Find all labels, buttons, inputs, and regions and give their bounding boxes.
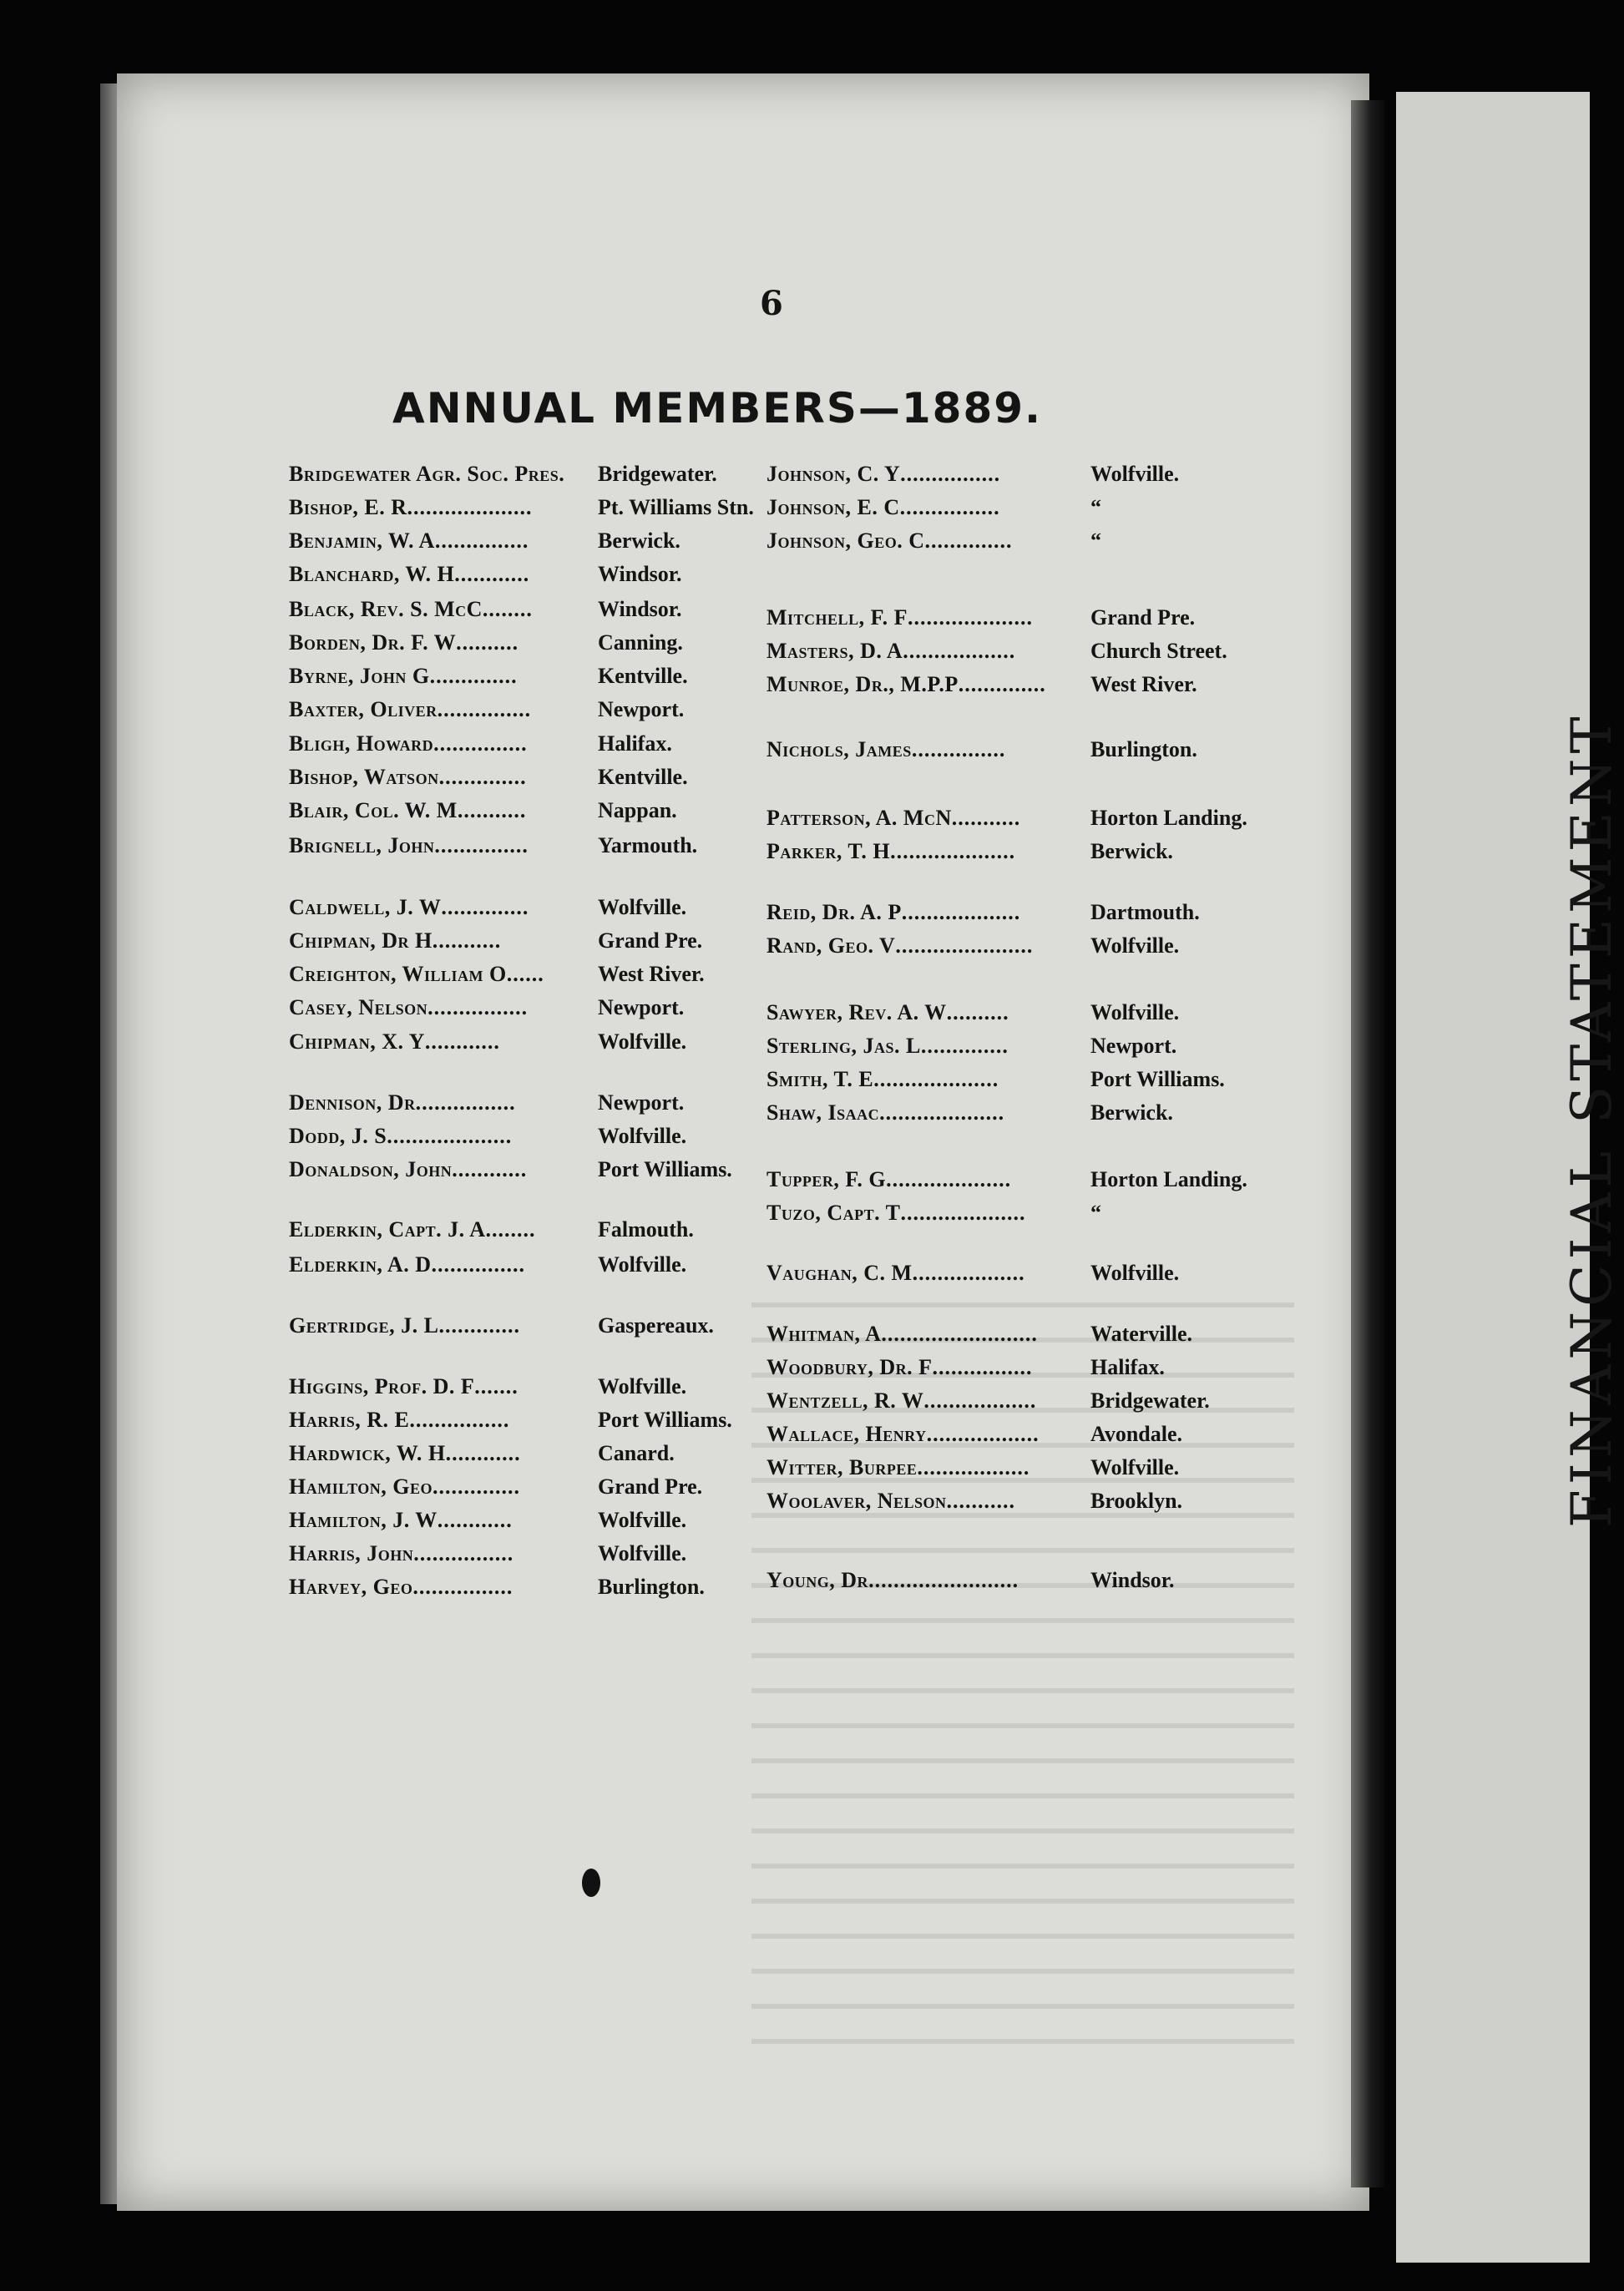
member-name: Rand, Geo. V — [766, 933, 896, 958]
page-number: 6 — [760, 284, 783, 323]
member-entry — [766, 1169, 1247, 1191]
leader-dots: ........... — [457, 798, 527, 822]
member-entry — [766, 902, 1200, 923]
member-entry — [766, 1570, 1174, 1591]
member-name: Nichols, James — [766, 737, 912, 761]
member-name: Blair, Col. W. M — [289, 798, 458, 822]
member-name: Reid, Dr. A. P — [766, 900, 902, 924]
member-name: Borden, Dr. F. W — [289, 630, 457, 655]
member-entry — [289, 463, 717, 485]
leader-dots: .............. — [924, 528, 1013, 553]
member-entry — [289, 1409, 732, 1431]
member-name: Tuzo, Capt. T — [766, 1201, 901, 1225]
member-name: Sterling, Jas. L — [766, 1034, 921, 1058]
member-place: Berwick. — [1090, 1100, 1173, 1125]
member-place: Kentville. — [598, 765, 688, 789]
member-name: Munroe, Dr., M.P.P — [766, 672, 959, 696]
leader-dots: ............... — [434, 528, 529, 553]
member-entry — [289, 897, 686, 918]
member-entry — [766, 841, 1173, 862]
member-entry — [766, 1390, 1210, 1412]
member-name: Chipman, Dr H — [289, 928, 433, 953]
member-entry — [289, 1543, 686, 1565]
leader-dots: ...................... — [895, 933, 1034, 958]
member-entry — [289, 766, 688, 788]
leader-dots: ...... — [506, 962, 544, 986]
member-place: Wolfville. — [1090, 462, 1180, 486]
member-entry — [766, 1002, 1179, 1024]
facing-page-title: FINANCIAL STATEMENT — [1560, 711, 1624, 1528]
leader-dots: ................ — [932, 1355, 1033, 1379]
member-name: Baxter, Oliver — [289, 697, 438, 721]
member-place: Wolfville. — [598, 1374, 687, 1398]
member-entry — [289, 1443, 675, 1464]
member-place: “ — [1090, 1201, 1101, 1225]
leader-dots: .................... — [907, 605, 1033, 630]
member-place: Port Williams. — [1090, 1067, 1225, 1091]
member-name: Dennison, Dr — [289, 1090, 416, 1115]
leader-dots: ............... — [431, 1252, 525, 1277]
member-place: Bridgewater. — [1090, 1388, 1210, 1413]
member-entry — [289, 1476, 702, 1498]
leader-dots: ................ — [899, 495, 1000, 519]
member-entry — [766, 607, 1195, 629]
member-entry — [766, 935, 1179, 957]
member-entry — [766, 1323, 1192, 1345]
member-name: Woolaver, Nelson — [766, 1489, 947, 1513]
leader-dots: ............... — [911, 737, 1006, 761]
member-place: Bridgewater. — [598, 462, 717, 486]
leader-dots: ............ — [454, 562, 530, 586]
leader-dots: .................... — [407, 495, 533, 519]
member-place: Canard. — [598, 1441, 675, 1465]
leader-dots: .................. — [926, 1422, 1040, 1446]
member-entry — [289, 1576, 705, 1598]
member-entry — [766, 1357, 1165, 1378]
member-place: Nappan. — [598, 798, 677, 822]
leader-dots: ........... — [946, 1489, 1015, 1513]
member-entry — [289, 1510, 686, 1531]
member-entry — [289, 997, 684, 1019]
leader-dots: .................. — [923, 1388, 1037, 1413]
member-name: Blanchard, W. H — [289, 562, 455, 586]
member-place: Newport. — [1090, 1034, 1177, 1058]
member-place: Wolfville. — [598, 1508, 687, 1532]
member-name: Black, Rev. S. McC — [289, 597, 483, 621]
member-name: Sawyer, Rev. A. W — [766, 1000, 947, 1024]
member-entry — [289, 1159, 732, 1181]
member-place: Berwick. — [1090, 839, 1173, 863]
member-place: Halifax. — [1090, 1355, 1165, 1379]
member-entry — [766, 1069, 1225, 1090]
page-heading: ANNUAL MEMBERS—1889. — [392, 384, 1043, 432]
member-name: Harris, R. E — [289, 1408, 410, 1432]
member-place: Burlington. — [598, 1575, 705, 1599]
leader-dots: ........ — [485, 1217, 536, 1242]
leader-dots: .......... — [946, 1000, 1009, 1024]
ink-blot — [582, 1869, 600, 1897]
member-entry — [289, 835, 697, 857]
member-name: Hardwick, W. H — [289, 1441, 446, 1465]
leader-dots: .................... — [886, 1167, 1012, 1191]
leader-dots: ........ — [482, 597, 533, 621]
member-place: Brooklyn. — [1090, 1489, 1183, 1513]
member-name: Wentzell, R. W — [766, 1388, 924, 1413]
member-name: Gertridge, J. L — [289, 1313, 439, 1338]
member-place: Wolfville. — [1090, 1261, 1180, 1285]
member-name: Masters, D. A — [766, 639, 903, 663]
member-place: Halifax. — [598, 731, 672, 756]
member-entry — [289, 733, 672, 755]
member-place: Dartmouth. — [1090, 900, 1200, 924]
member-place: Grand Pre. — [1090, 605, 1196, 630]
member-entry — [289, 800, 677, 822]
member-place: Yarmouth. — [598, 833, 698, 857]
member-place: Windsor. — [598, 562, 682, 586]
leader-dots: ....... — [474, 1374, 519, 1398]
leader-dots: .............. — [958, 672, 1046, 696]
member-name: Hamilton, J. W — [289, 1508, 438, 1532]
member-entry — [289, 1315, 714, 1337]
member-name: Johnson, C. Y — [766, 462, 901, 486]
member-place: Port Williams. — [598, 1408, 732, 1432]
member-name: Harris, John — [289, 1541, 414, 1565]
member-entry — [766, 1202, 1101, 1224]
leader-dots: ................ — [900, 462, 1001, 486]
member-place: Gaspereaux. — [598, 1313, 714, 1338]
leader-dots: .......... — [456, 630, 519, 655]
member-name: Tupper, F. G — [766, 1167, 887, 1191]
member-entry — [766, 497, 1101, 518]
leader-dots: ................ — [413, 1541, 514, 1565]
member-name: Donaldson, John — [289, 1157, 453, 1181]
leader-dots: .............. — [441, 895, 529, 919]
member-name: Bishop, E. R — [289, 495, 407, 519]
leader-dots: ................... — [901, 900, 1021, 924]
member-place: Kentville. — [598, 664, 688, 688]
member-place: Wolfville. — [598, 1029, 687, 1054]
member-name: Mitchell, F. F — [766, 605, 908, 630]
leader-dots: ............... — [433, 731, 528, 756]
leader-dots: .............. — [429, 664, 518, 688]
member-place: Avondale. — [1090, 1422, 1183, 1446]
member-place: Grand Pre. — [598, 928, 703, 953]
leader-dots: .................. — [903, 639, 1016, 663]
leader-dots: ............. — [438, 1313, 520, 1338]
leader-dots: ........... — [951, 806, 1021, 830]
leader-dots: ................ — [415, 1090, 516, 1115]
leader-dots: .............. — [438, 765, 527, 789]
leader-dots: ........... — [432, 928, 502, 953]
member-entry — [289, 1031, 686, 1053]
member-place: Horton Landing. — [1090, 1167, 1247, 1191]
member-name: Byrne, John G — [289, 664, 430, 688]
member-name: Dodd, J. S — [289, 1124, 387, 1148]
member-place: Newport. — [598, 697, 685, 721]
member-place: Wolfville. — [598, 895, 687, 919]
member-entry — [766, 640, 1227, 662]
member-name: Whitman, A — [766, 1322, 882, 1346]
leader-dots: ............ — [445, 1441, 521, 1465]
leader-dots: .................... — [387, 1124, 513, 1148]
member-entry — [289, 665, 688, 687]
member-name: Johnson, E. C — [766, 495, 900, 519]
member-entry — [289, 599, 681, 620]
member-name: Bligh, Howard — [289, 731, 434, 756]
member-entry — [766, 1102, 1173, 1124]
member-entry — [289, 497, 754, 518]
member-name: Bridgewater Agr. Soc. Pres. — [289, 462, 565, 486]
member-entry — [289, 1125, 686, 1147]
leader-dots: .................... — [900, 1201, 1026, 1225]
member-place: Newport. — [598, 1090, 685, 1115]
member-name: Bishop, Watson — [289, 765, 439, 789]
leader-dots: ............... — [434, 833, 529, 857]
leader-dots: ......................... — [881, 1322, 1038, 1346]
member-entry — [766, 674, 1197, 695]
member-entry — [766, 530, 1101, 552]
member-name: Brignell, John — [289, 833, 435, 857]
member-entry — [289, 564, 681, 585]
member-place: West River. — [1090, 672, 1197, 696]
member-name: Johnson, Geo. C — [766, 528, 925, 553]
member-entry — [289, 1219, 694, 1241]
member-place: Falmouth. — [598, 1217, 694, 1242]
leader-dots: .................... — [890, 839, 1016, 863]
member-place: Newport. — [598, 995, 685, 1019]
member-place: Burlington. — [1090, 737, 1197, 761]
member-name: Young, Dr — [766, 1568, 869, 1592]
member-place: Wolfville. — [1090, 933, 1180, 958]
member-entry — [766, 1035, 1176, 1057]
member-entry — [289, 632, 683, 654]
leader-dots: ............... — [437, 697, 532, 721]
bleed-through-text — [751, 1302, 1294, 2054]
member-name: Caldwell, J. W — [289, 895, 442, 919]
member-name: Benjamin, W. A — [289, 528, 435, 553]
member-entry — [289, 963, 705, 985]
member-name: Smith, T. E — [766, 1067, 874, 1091]
member-entry — [289, 930, 702, 952]
member-place: Wolfville. — [1090, 1455, 1180, 1479]
leader-dots: ........................ — [868, 1568, 1019, 1592]
member-entry — [766, 807, 1247, 829]
member-entry — [766, 463, 1179, 485]
member-place: Canning. — [598, 630, 683, 655]
leader-dots: ............ — [437, 1508, 513, 1532]
leader-dots: ............ — [424, 1029, 500, 1054]
member-place: Waterville. — [1090, 1322, 1193, 1346]
member-place: West River. — [598, 962, 705, 986]
member-place: “ — [1090, 528, 1101, 553]
member-entry — [766, 1424, 1182, 1445]
member-entry — [766, 1490, 1182, 1512]
member-name: Harvey, Geo — [289, 1575, 413, 1599]
leader-dots: .............. — [432, 1474, 520, 1499]
member-name: Creighton, William O — [289, 962, 507, 986]
member-place: Grand Pre. — [598, 1474, 703, 1499]
member-place: Horton Landing. — [1090, 806, 1247, 830]
member-place: Port Williams. — [598, 1157, 732, 1181]
member-name: Casey, Nelson — [289, 995, 428, 1019]
member-entry — [289, 699, 684, 721]
leader-dots: .............. — [920, 1034, 1009, 1058]
leader-dots: .................. — [917, 1455, 1030, 1479]
member-name: Elderkin, Capt. J. A — [289, 1217, 486, 1242]
member-place: Windsor. — [1090, 1568, 1175, 1592]
leader-dots: ................ — [428, 995, 529, 1019]
member-place: Wolfville. — [1090, 1000, 1180, 1024]
leader-dots: .................... — [879, 1100, 1005, 1125]
member-name: Higgins, Prof. D. F — [289, 1374, 475, 1398]
member-name: Parker, T. H — [766, 839, 891, 863]
member-name: Elderkin, A. D — [289, 1252, 432, 1277]
member-place: Church Street. — [1090, 639, 1227, 663]
member-name: Shaw, Isaac — [766, 1100, 880, 1125]
leader-dots: .................. — [912, 1261, 1025, 1285]
member-place: Wolfville. — [598, 1541, 687, 1565]
member-name: Chipman, X. Y — [289, 1029, 425, 1054]
member-place: Pt. Williams Stn. — [598, 495, 754, 519]
member-entry — [289, 1254, 686, 1276]
leader-dots: ............ — [452, 1157, 528, 1181]
member-entry — [289, 1092, 684, 1114]
member-place: “ — [1090, 495, 1101, 519]
member-entry — [289, 530, 680, 552]
member-place: Wolfville. — [598, 1252, 687, 1277]
member-name: Patterson, A. McN — [766, 806, 952, 830]
member-name: Wallace, Henry — [766, 1422, 927, 1446]
leader-dots: ................ — [412, 1575, 514, 1599]
member-name: Woodbury, Dr. F — [766, 1355, 933, 1379]
member-place: Windsor. — [598, 597, 682, 621]
member-name: Vaughan, C. M — [766, 1261, 913, 1285]
member-entry — [766, 1457, 1179, 1479]
member-entry — [289, 1376, 686, 1398]
book-spine — [1351, 100, 1384, 2187]
member-name: Hamilton, Geo — [289, 1474, 433, 1499]
member-place: Berwick. — [598, 528, 680, 553]
member-entry — [766, 1262, 1179, 1284]
leader-dots: .................... — [873, 1067, 999, 1091]
member-entry — [766, 739, 1197, 761]
member-name: Witter, Burpee — [766, 1455, 918, 1479]
member-place: Wolfville. — [598, 1124, 687, 1148]
leader-dots: ................ — [409, 1408, 510, 1432]
